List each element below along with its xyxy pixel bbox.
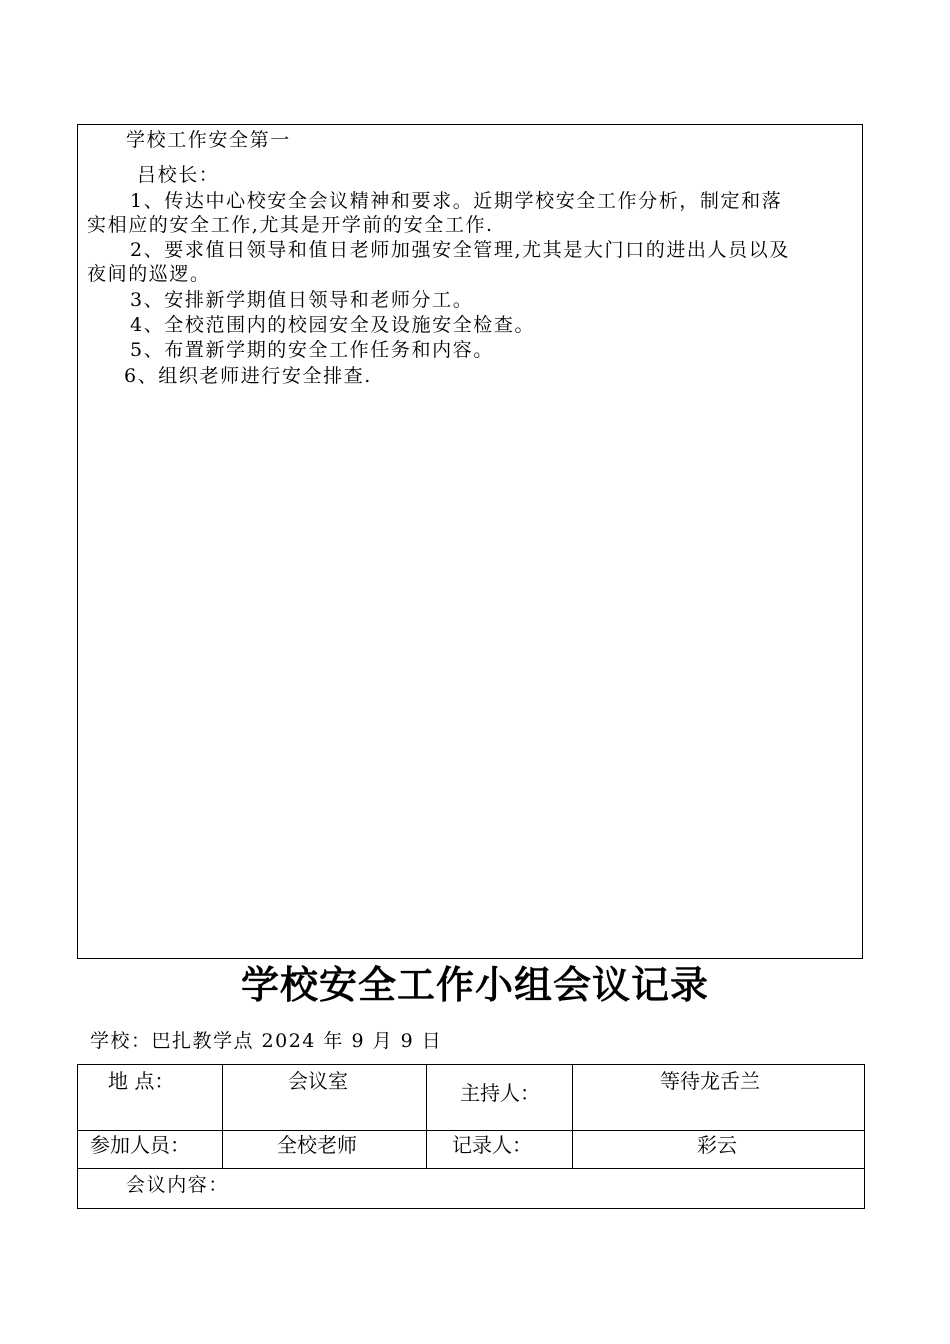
item-2-line-2: 夜间的巡逻。 [87,263,211,285]
host-value: 等待龙舌兰 [660,1069,760,1093]
table-row-divider [78,1168,864,1169]
item-2-line-1: 2、要求值日领导和值日老师加强安全管理,尤其是大门口的进出人员以及 [130,239,790,261]
host-label: 主持人： [460,1081,540,1105]
table-col-divider [572,1065,573,1169]
speaker-name: 吕校长： [137,164,220,186]
item-4: 4、全校范围内的校园安全及设施安全检查。 [130,314,536,336]
table-row-divider [78,1130,864,1131]
section-heading: 学校工作安全第一 [126,129,291,151]
attendees-label: 参加人员： [90,1133,190,1157]
attendees-value: 全校老师 [277,1133,357,1157]
table-col-divider [426,1065,427,1169]
table-col-divider [222,1065,223,1169]
item-3: 3、安排新学期值日领导和老师分工。 [130,289,474,311]
item-5: 5、布置新学期的安全工作任务和内容。 [130,339,494,361]
content-label: 会议内容： [126,1174,230,1196]
location-value: 会议室 [288,1069,348,1093]
recorder-value: 彩云 [697,1133,737,1157]
item-6: 6、组织老师进行安全排查. [124,365,372,387]
item-1-line-1: 1、传达中心校安全会议精神和要求。近期学校安全工作分析，制定和落 [130,190,783,212]
recorder-label: 记录人： [452,1133,532,1157]
school-date-line: 学校：巴扎教学点 2024 年 9 月 9 日 [90,1030,443,1052]
page-title: 学校安全工作小组会议记录 [240,963,709,1007]
item-1-line-2: 实相应的安全工作,尤其是开学前的安全工作. [87,214,494,236]
location-label: 地 点： [108,1069,175,1093]
